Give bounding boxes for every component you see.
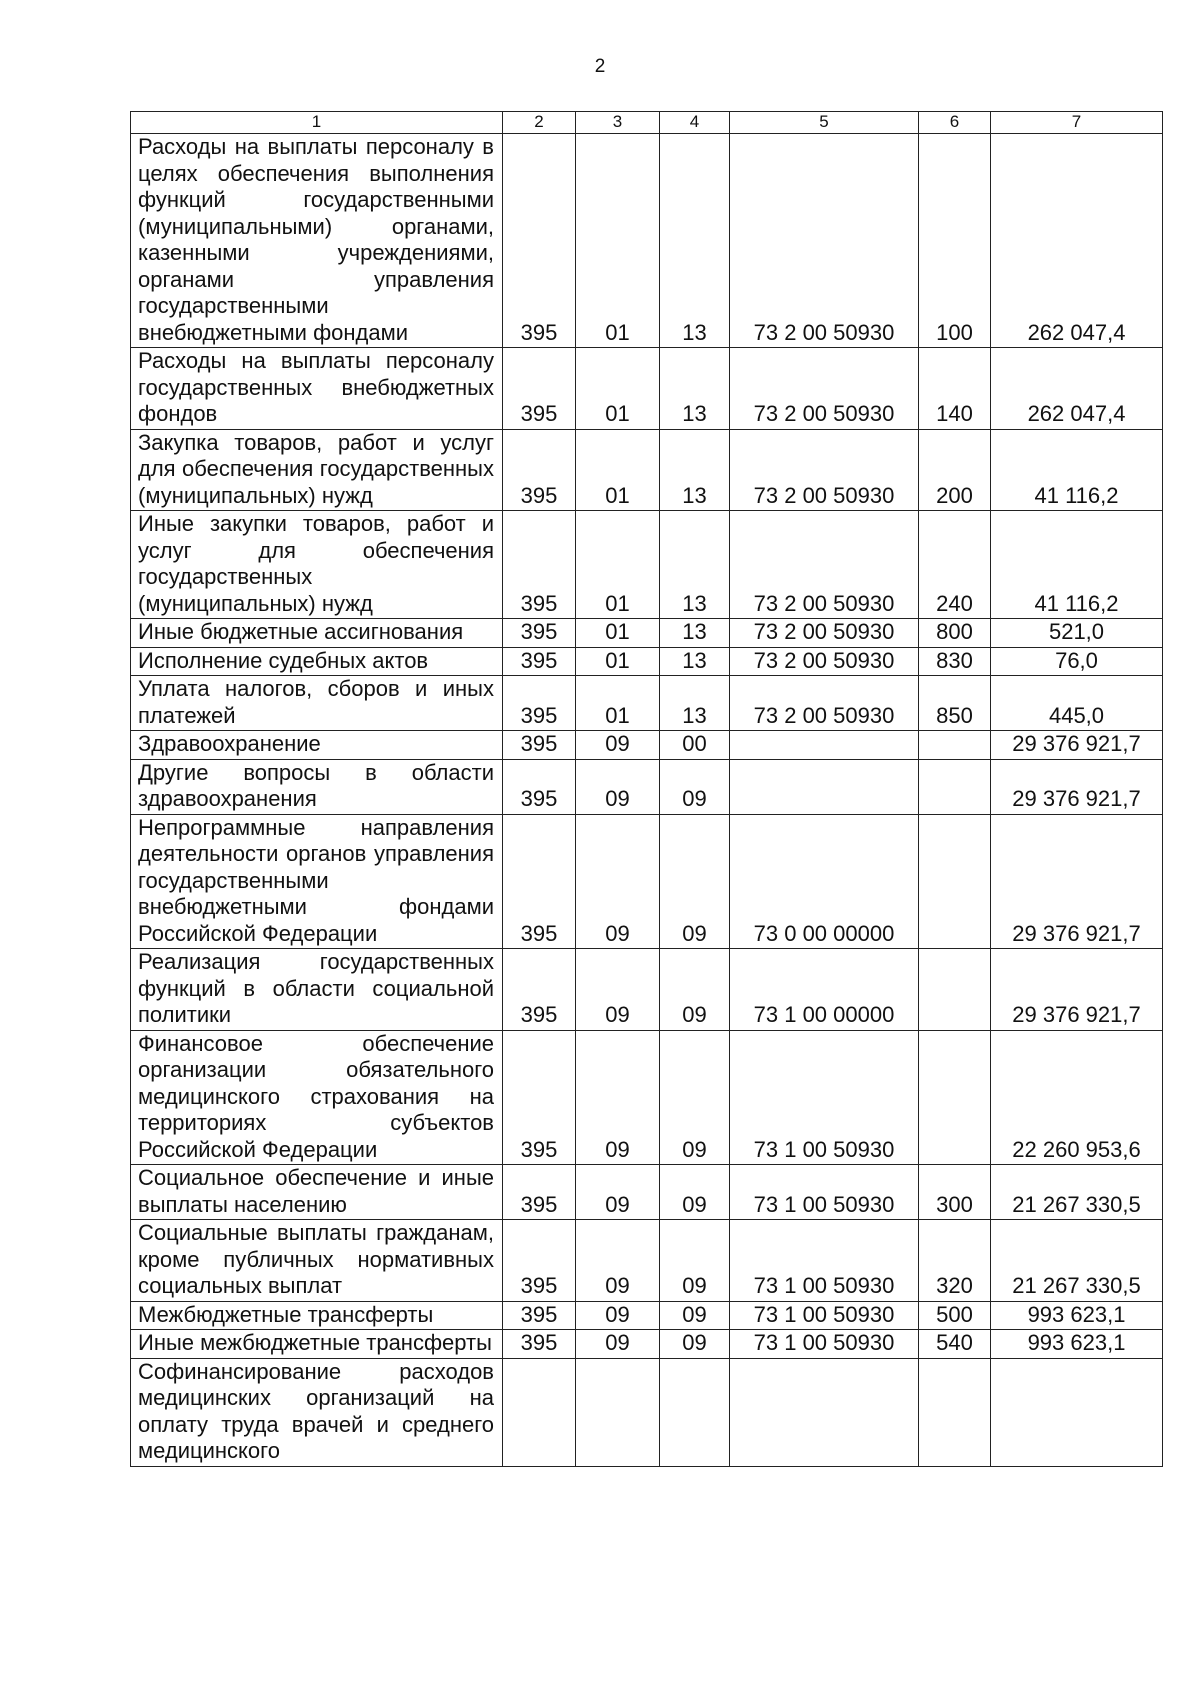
- ministry-code-cell: 395: [503, 731, 576, 760]
- target-article-code-cell: 73 0 00 00000: [730, 814, 919, 949]
- target-article-code-cell: [730, 759, 919, 814]
- amount-cell: 993 623,1: [991, 1330, 1163, 1359]
- row-name-cell: Финансовое обеспечение организации обязательного медицинского страхования на территориях субъектов Российской Федерации: [131, 1030, 503, 1165]
- table-row: [131, 1358, 1163, 1466]
- budget-table: [130, 111, 1163, 1467]
- header-cell: 4: [660, 112, 730, 134]
- subsection-code-cell: 13: [660, 511, 730, 619]
- amount-cell: 993 623,1: [991, 1301, 1163, 1330]
- expense-type-code-cell: [919, 731, 991, 760]
- expense-type-code-cell: [919, 949, 991, 1031]
- row-name-cell: Социальное обеспечение и иные выплаты населению: [131, 1165, 503, 1220]
- row-name-cell: Социальные выплаты гражданам, кроме публичных нормативных социальных выплат: [131, 1220, 503, 1302]
- table-body: [131, 134, 1163, 1467]
- section-code-cell: 01: [576, 429, 660, 511]
- amount-cell: 262 047,4: [991, 348, 1163, 430]
- ministry-code-cell: 395: [503, 1030, 576, 1165]
- ministry-code-cell: [503, 1358, 576, 1466]
- table-row: [131, 731, 1163, 760]
- table-row: [131, 511, 1163, 619]
- table-row: [131, 1330, 1163, 1359]
- table-row: [131, 619, 1163, 648]
- amount-cell: 29 376 921,7: [991, 731, 1163, 760]
- target-article-code-cell: 73 2 00 50930: [730, 134, 919, 348]
- expense-type-code-cell: 830: [919, 647, 991, 676]
- subsection-code-cell: 13: [660, 619, 730, 648]
- header-row: [131, 112, 1163, 134]
- amount-cell: 445,0: [991, 676, 1163, 731]
- section-code-cell: 01: [576, 511, 660, 619]
- table-row: [131, 134, 1163, 348]
- section-code-cell: 01: [576, 134, 660, 348]
- expense-type-code-cell: 500: [919, 1301, 991, 1330]
- section-code-cell: 01: [576, 619, 660, 648]
- ministry-code-cell: 395: [503, 949, 576, 1031]
- expense-type-code-cell: [919, 759, 991, 814]
- section-code-cell: 09: [576, 1301, 660, 1330]
- section-code-cell: 09: [576, 1220, 660, 1302]
- header-cell: 3: [576, 112, 660, 134]
- subsection-code-cell: 09: [660, 759, 730, 814]
- amount-cell: [991, 1358, 1163, 1466]
- subsection-code-cell: 13: [660, 676, 730, 731]
- expense-type-code-cell: 140: [919, 348, 991, 430]
- expense-type-code-cell: 850: [919, 676, 991, 731]
- row-name-cell: Иные бюджетные ассигнования: [131, 619, 503, 648]
- amount-cell: 29 376 921,7: [991, 814, 1163, 949]
- expense-type-code-cell: 540: [919, 1330, 991, 1359]
- table-row: [131, 949, 1163, 1031]
- subsection-code-cell: 09: [660, 1301, 730, 1330]
- subsection-code-cell: 13: [660, 647, 730, 676]
- expense-type-code-cell: 240: [919, 511, 991, 619]
- amount-cell: 41 116,2: [991, 429, 1163, 511]
- ministry-code-cell: 395: [503, 759, 576, 814]
- target-article-code-cell: 73 2 00 50930: [730, 511, 919, 619]
- target-article-code-cell: 73 2 00 50930: [730, 348, 919, 430]
- table-row: [131, 1301, 1163, 1330]
- target-article-code-cell: 73 1 00 50930: [730, 1330, 919, 1359]
- target-article-code-cell: 73 1 00 00000: [730, 949, 919, 1031]
- table-row: [131, 759, 1163, 814]
- expense-type-code-cell: [919, 1358, 991, 1466]
- header-cell: 7: [991, 112, 1163, 134]
- ministry-code-cell: 395: [503, 619, 576, 648]
- subsection-code-cell: 09: [660, 1330, 730, 1359]
- amount-cell: 262 047,4: [991, 134, 1163, 348]
- target-article-code-cell: 73 1 00 50930: [730, 1301, 919, 1330]
- table-row: [131, 1030, 1163, 1165]
- header-cell: 6: [919, 112, 991, 134]
- page-number: 2: [594, 56, 606, 77]
- ministry-code-cell: 395: [503, 1220, 576, 1302]
- amount-cell: 21 267 330,5: [991, 1220, 1163, 1302]
- subsection-code-cell: 00: [660, 731, 730, 760]
- target-article-code-cell: 73 2 00 50930: [730, 647, 919, 676]
- target-article-code-cell: 73 1 00 50930: [730, 1220, 919, 1302]
- expense-type-code-cell: 300: [919, 1165, 991, 1220]
- header-cell: 2: [503, 112, 576, 134]
- header-cell: 1: [131, 112, 503, 134]
- expense-type-code-cell: [919, 1030, 991, 1165]
- table-row: [131, 1165, 1163, 1220]
- table-row: [131, 647, 1163, 676]
- row-name-cell: Здравоохранение: [131, 731, 503, 760]
- row-name-cell: Реализация государственных функций в области социальной политики: [131, 949, 503, 1031]
- section-code-cell: 09: [576, 814, 660, 949]
- target-article-code-cell: 73 2 00 50930: [730, 676, 919, 731]
- subsection-code-cell: 13: [660, 429, 730, 511]
- subsection-code-cell: 09: [660, 1220, 730, 1302]
- section-code-cell: 09: [576, 949, 660, 1031]
- row-name-cell: Расходы на выплаты персоналу в целях обеспечения выполнения функций государственными (муниципальными) органами, казенными учреждениями, органами управления государственными внебюджетными фондами: [131, 134, 503, 348]
- section-code-cell: 01: [576, 676, 660, 731]
- expense-type-code-cell: 100: [919, 134, 991, 348]
- target-article-code-cell: [730, 1358, 919, 1466]
- section-code-cell: 01: [576, 647, 660, 676]
- section-code-cell: [576, 1358, 660, 1466]
- section-code-cell: 09: [576, 731, 660, 760]
- row-name-cell: Исполнение судебных актов: [131, 647, 503, 676]
- row-name-cell: Расходы на выплаты персоналу государственных внебюджетных фондов: [131, 348, 503, 430]
- ministry-code-cell: 395: [503, 1301, 576, 1330]
- section-code-cell: 01: [576, 348, 660, 430]
- header-cell: 5: [730, 112, 919, 134]
- ministry-code-cell: 395: [503, 814, 576, 949]
- subsection-code-cell: 09: [660, 949, 730, 1031]
- amount-cell: 41 116,2: [991, 511, 1163, 619]
- amount-cell: 76,0: [991, 647, 1163, 676]
- ministry-code-cell: 395: [503, 134, 576, 348]
- subsection-code-cell: 09: [660, 814, 730, 949]
- row-name-cell: Иные закупки товаров, работ и услуг для обеспечения государственных (муниципальных) нужд: [131, 511, 503, 619]
- row-name-cell: Софинансирование расходов медицинских организаций на оплату труда врачей и среднего медицинского: [131, 1358, 503, 1466]
- ministry-code-cell: 395: [503, 511, 576, 619]
- expense-type-code-cell: [919, 814, 991, 949]
- amount-cell: 29 376 921,7: [991, 759, 1163, 814]
- amount-cell: 21 267 330,5: [991, 1165, 1163, 1220]
- row-name-cell: Межбюджетные трансферты: [131, 1301, 503, 1330]
- row-name-cell: Другие вопросы в области здравоохранения: [131, 759, 503, 814]
- table-row: [131, 348, 1163, 430]
- section-code-cell: 09: [576, 1030, 660, 1165]
- expense-type-code-cell: 200: [919, 429, 991, 511]
- section-code-cell: 09: [576, 759, 660, 814]
- target-article-code-cell: 73 1 00 50930: [730, 1030, 919, 1165]
- table-row: [131, 429, 1163, 511]
- subsection-code-cell: 13: [660, 348, 730, 430]
- section-code-cell: 09: [576, 1165, 660, 1220]
- table-row: [131, 814, 1163, 949]
- expense-type-code-cell: 320: [919, 1220, 991, 1302]
- expense-type-code-cell: 800: [919, 619, 991, 648]
- amount-cell: 521,0: [991, 619, 1163, 648]
- ministry-code-cell: 395: [503, 1330, 576, 1359]
- table-row: [131, 1220, 1163, 1302]
- ministry-code-cell: 395: [503, 348, 576, 430]
- row-name-cell: Закупка товаров, работ и услуг для обеспечения государственных (муниципальных) нужд: [131, 429, 503, 511]
- target-article-code-cell: 73 1 00 50930: [730, 1165, 919, 1220]
- subsection-code-cell: 13: [660, 134, 730, 348]
- subsection-code-cell: [660, 1358, 730, 1466]
- row-name-cell: Иные межбюджетные трансферты: [131, 1330, 503, 1359]
- target-article-code-cell: 73 2 00 50930: [730, 619, 919, 648]
- amount-cell: 29 376 921,7: [991, 949, 1163, 1031]
- row-name-cell: Непрограммные направления деятельности органов управления государственными внебюджетными фондами Российской Федерации: [131, 814, 503, 949]
- subsection-code-cell: 09: [660, 1165, 730, 1220]
- row-name-cell: Уплата налогов, сборов и иных платежей: [131, 676, 503, 731]
- target-article-code-cell: 73 2 00 50930: [730, 429, 919, 511]
- ministry-code-cell: 395: [503, 676, 576, 731]
- table-row: [131, 676, 1163, 731]
- ministry-code-cell: 395: [503, 1165, 576, 1220]
- ministry-code-cell: 395: [503, 429, 576, 511]
- target-article-code-cell: [730, 731, 919, 760]
- ministry-code-cell: 395: [503, 647, 576, 676]
- subsection-code-cell: 09: [660, 1030, 730, 1165]
- amount-cell: 22 260 953,6: [991, 1030, 1163, 1165]
- section-code-cell: 09: [576, 1330, 660, 1359]
